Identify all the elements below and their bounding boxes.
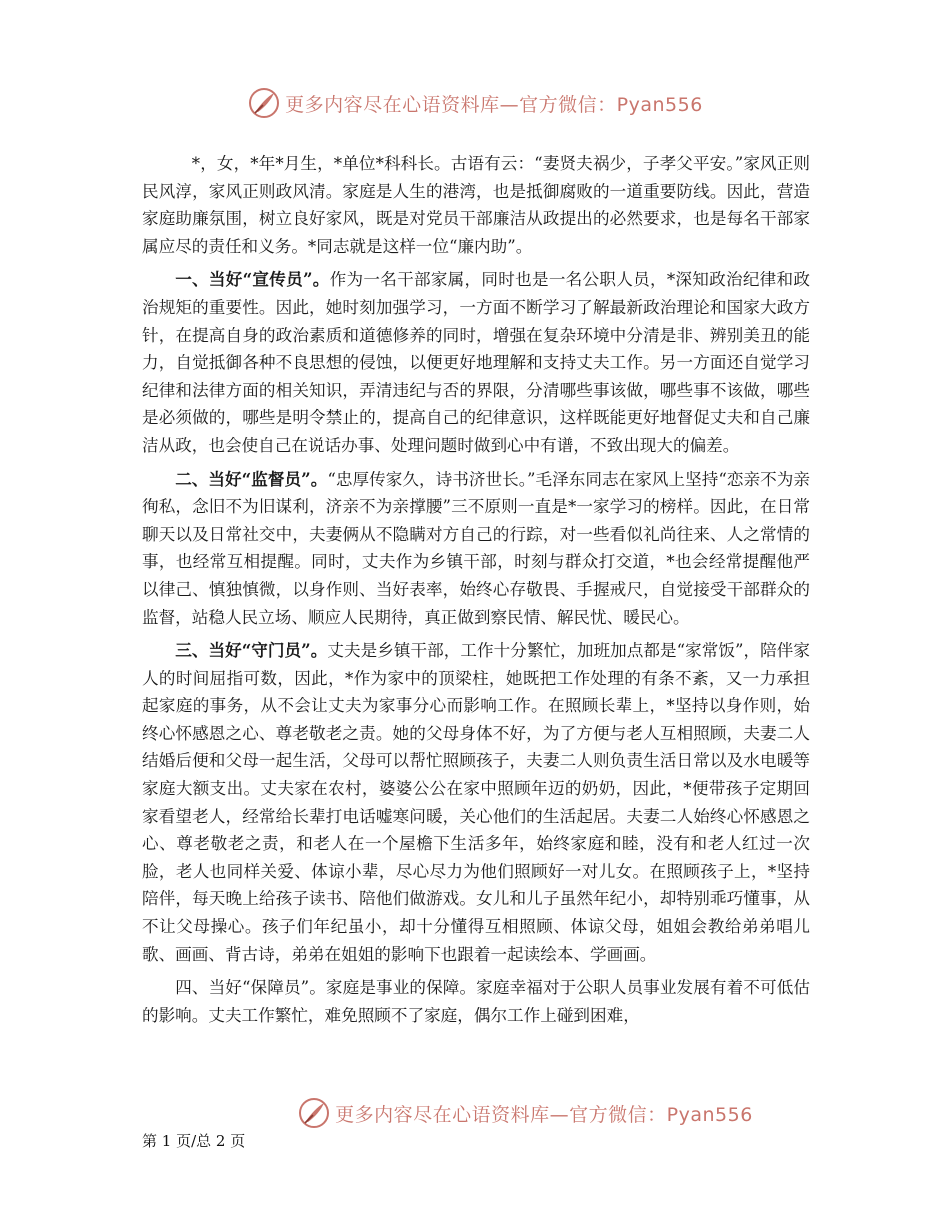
paragraph-intro: *，女，*年*月生，*单位*科科长。古语有云：“妻贤夫祸少，子孝父平安。”家风正则民风淳，家风正则政风清。家庭是人生的港湾，也是抵御腐败的一道重要防线。因此，营造家庭助廉氛围，树立良好家风，既是对党员干部廉洁从政提出的必然要求，也是每名干部家属应尽的责任和义务。*同志就是这样一位“廉内助”。: [142, 154, 810, 256]
page-number: 第 1 页/总 2 页: [142, 1132, 246, 1150]
paragraph-section-1: 一、当好“宣传员”。作为一名干部家属，同时也是一名公职人员，*深知政治纪律和政治规矩的重要性。因此，她时刻加强学习，一方面不断学习了解最新政治理论和国家大政方针，在提高自身的政治素质和道德修养的同时，增强在复杂环境中分清是非、辨别美丑的能力，自觉抵御各种不良思想的侵蚀，以便更好地理解和支持丈夫工作。另一方面还自觉学习纪律和法律方面的相关知识，弄清违纪与否的界限，分清哪些事该做，哪些事不该做，哪些是必须做的，哪些是明令禁止的，提高自己的纪律意识，这样既能更好地督促丈夫和自己廉洁从政，也会使自己在说话办事、处理问题时做到心中有谱，不致出现大的偏差。: [142, 269, 810, 455]
paragraph-section-2: 二、当好“监督员”。“忠厚传家久，诗书济世长。”毛泽东同志在家风上坚持“恋亲不为亲徇私，念旧不为旧谋利，济亲不为亲撑腰”三不原则一直是*一家学习的榜样。因此，在日常聊天以及日常社交中，夫妻俩从不隐瞒对方自己的行踪，对一些看似礼尚往来、人之常情的事，也经常互相提醒。同时，丈夫作为乡镇干部，时刻与群众打交道，*也会经常提醒他严以律己、慎独慎微，以身作则、当好表率，始终心存敬畏、手握戒尺，自觉接受干部群众的监督，站稳人民立场、顺应人民期待，真正做到察民情、解民忧、暖民心。: [142, 468, 810, 627]
section-heading: 一、当好“宣传员”。: [175, 269, 330, 290]
banner-text: 更多内容尽在心语资料库—官方微信：Pyan556: [335, 1103, 753, 1126]
footer-banner: [50, 1096, 950, 1130]
feather-pen-logo-icon: [247, 86, 281, 120]
section-heading: 二、当好“监督员”。: [175, 468, 328, 489]
banner-text: 更多内容尽在心语资料库—官方微信：Pyan556: [285, 93, 703, 116]
paragraph-section-3: 三、当好“守门员”。丈夫是乡镇干部，工作十分繁忙，加班加点都是“家常饭”，陪伴家人的时间屈指可数，因此，*作为家中的顶梁柱，她既把工作处理的有条不紊，又一力承担起家庭的事务，从不会让丈夫为家事分心而影响工作。在照顾长辈上，*坚持以身作则，始终心怀感恩之心、尊老敬老之责。她的父母身体不好，为了方便与老人互相照顾，夫妻二人结婚后便和父母一起生活，父母可以帮忙照顾孩子，夫妻二人则负责生活日常以及水电暖等家庭大额支出。丈夫家在农村，婆婆公公在家中照顾年迈的奶奶，因此，*便带孩子定期回家看望老人，经常给长辈打电话嘘寒问暖，关心他们的生活起居。夫妻二人始终心怀感恩之心、尊老敬老之责，和老人在一个屋檐下生活多年，始终家庭和睦，没有和老人红过一次脸，老人也同样关爱、体谅小辈，尽心尽力为他们照顾好一对儿女。在照顾孩子上，*坚持陪伴，每天晚上给孩子读书、陪他们做游戏。女儿和儿子虽然年纪小，却特别乖巧懂事，从不让父母操心。孩子们年纪虽小，却十分懂得互相照顾、体谅父母，姐姐会教给弟弟唱儿歌、画画、背古诗，弟弟在姐姐的影响下也跟着一起读绘本、学画画。: [142, 640, 811, 964]
paragraph-section-4: 四、当好“保障员”。家庭是事业的保障。家庭幸福对于公职人员事业发展有着不可低估的影响。丈夫工作繁忙，难免照顾不了家庭，偶尔工作上碰到困难，: [142, 978, 810, 1025]
document-body: [142, 150, 810, 1035]
header-banner: [0, 86, 950, 120]
feather-pen-logo-icon: [297, 1096, 331, 1130]
section-heading: 三、当好“守门员”。: [175, 640, 328, 661]
